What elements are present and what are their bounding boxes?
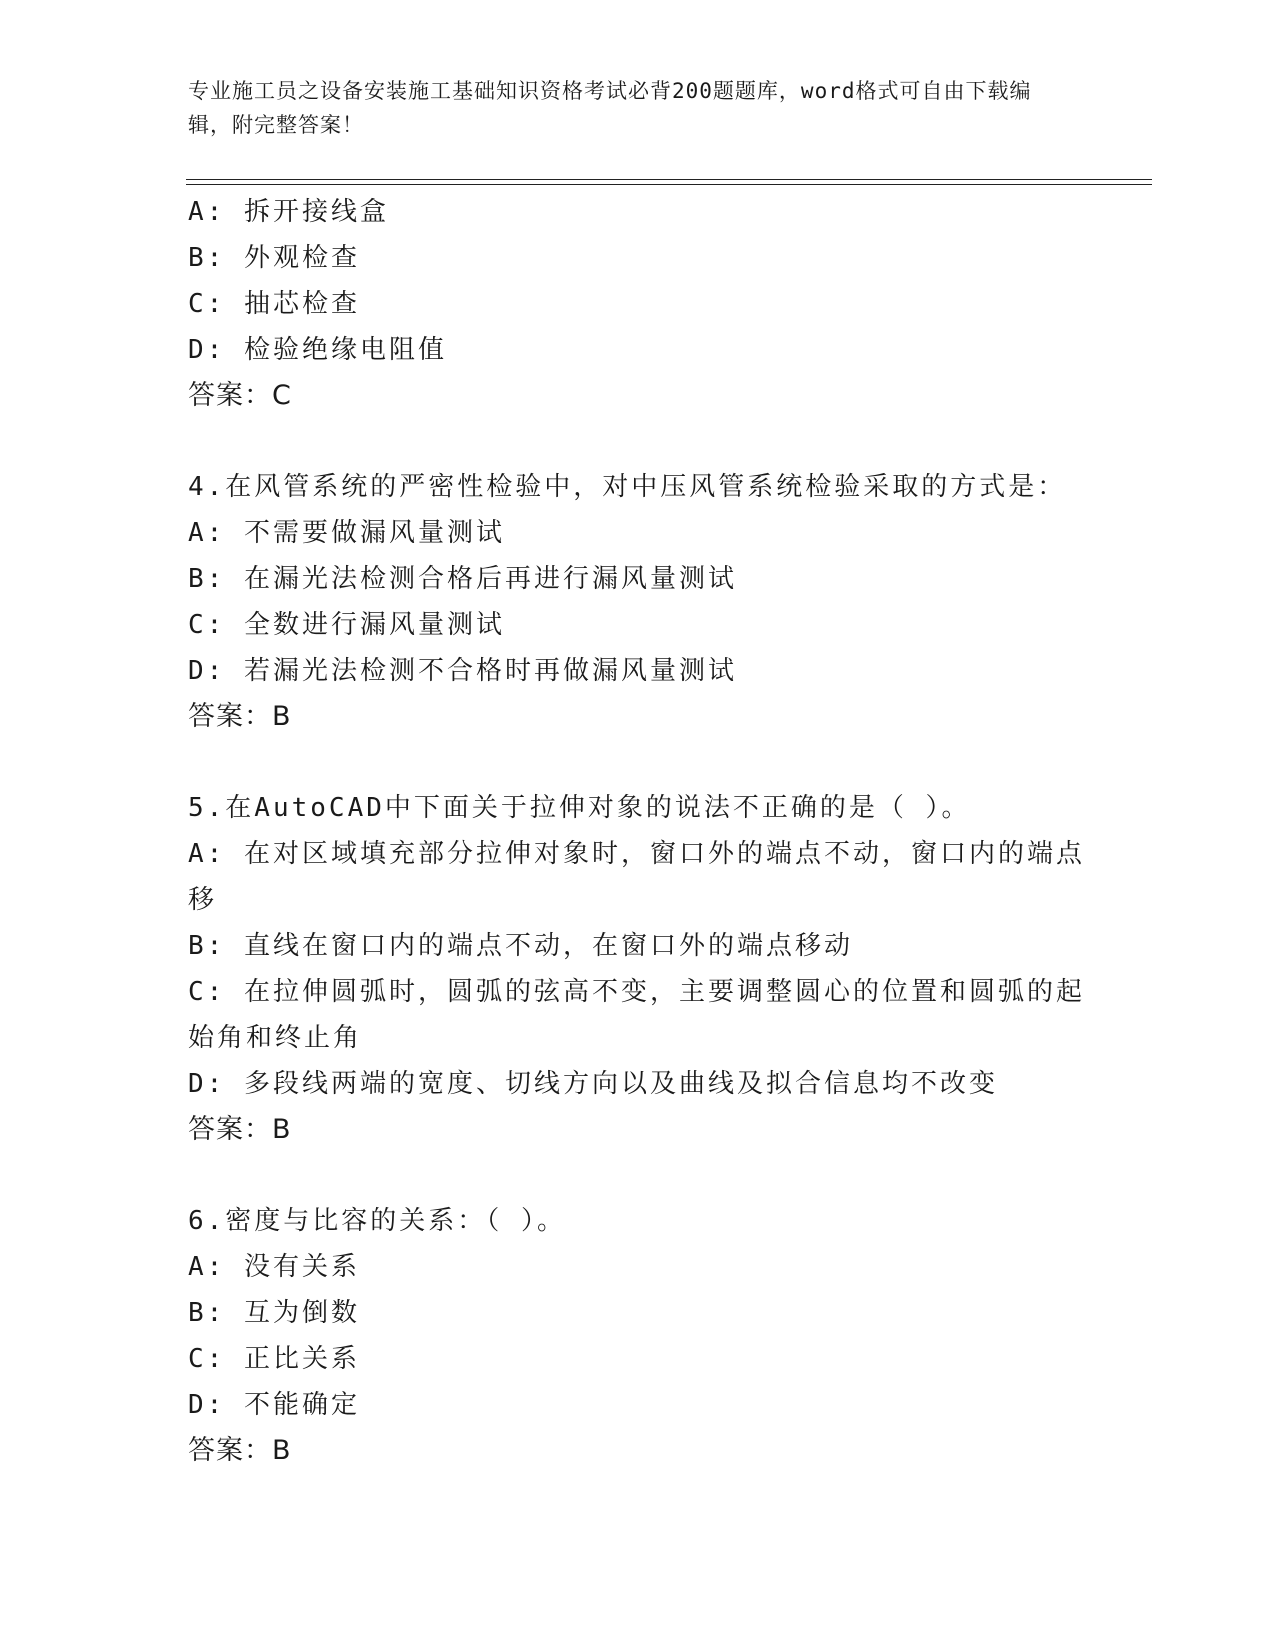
header-rule-top bbox=[186, 179, 1152, 180]
answer: 答案：B bbox=[188, 701, 292, 732]
answer: 答案：C bbox=[188, 380, 292, 411]
answer: 答案：B bbox=[188, 1114, 292, 1145]
option-d: D: 检验绝缘电阻值 bbox=[188, 335, 447, 365]
question-list bbox=[188, 189, 1088, 1474]
option-a: A: 在对区域填充部分拉伸对象时，窗口外的端点不动，窗口内的端点移 bbox=[188, 839, 1085, 915]
question-block bbox=[188, 1198, 1088, 1474]
option-a: A: 没有关系 bbox=[188, 1252, 360, 1282]
option-d: D: 多段线两端的宽度、切线方向以及曲线及拟合信息均不改变 bbox=[188, 1069, 998, 1099]
question-block bbox=[188, 189, 1088, 419]
question-text: 4.在风管系统的严密性检验中，对中压风管系统检验采取的方式是： bbox=[188, 472, 1067, 502]
answer: 答案：B bbox=[188, 1435, 292, 1466]
option-d: D: 若漏光法检测不合格时再做漏风量测试 bbox=[188, 656, 737, 686]
option-c: C: 抽芯检查 bbox=[188, 289, 360, 319]
option-b: B: 在漏光法检测合格后再进行漏风量测试 bbox=[188, 564, 737, 594]
option-c: C: 在拉伸圆弧时，圆弧的弦高不变，主要调整圆心的位置和圆弧的起始角和终止角 bbox=[188, 977, 1085, 1053]
document-header: 专业施工员之设备安装施工基础知识资格考试必背200题题库，word格式可自由下载编辑，附完整答案！ bbox=[188, 79, 1032, 137]
option-a: A: 不需要做漏风量测试 bbox=[188, 518, 505, 548]
option-c: C: 正比关系 bbox=[188, 1344, 360, 1374]
question-text: 5.在AutoCAD中下面关于拉伸对象的说法不正确的是（ ）。 bbox=[188, 793, 971, 823]
header-rule-bottom bbox=[186, 184, 1152, 185]
option-b: B: 直线在窗口内的端点不动，在窗口外的端点移动 bbox=[188, 931, 853, 961]
option-b: B: 互为倒数 bbox=[188, 1298, 360, 1328]
question-block bbox=[188, 785, 1088, 1153]
option-d: D: 不能确定 bbox=[188, 1390, 360, 1420]
option-b: B: 外观检查 bbox=[188, 243, 360, 273]
question-block bbox=[188, 464, 1088, 740]
question-text: 6.密度与比容的关系：（ ）。 bbox=[188, 1206, 566, 1236]
option-c: C: 全数进行漏风量测试 bbox=[188, 610, 505, 640]
option-a: A: 拆开接线盒 bbox=[188, 197, 389, 227]
